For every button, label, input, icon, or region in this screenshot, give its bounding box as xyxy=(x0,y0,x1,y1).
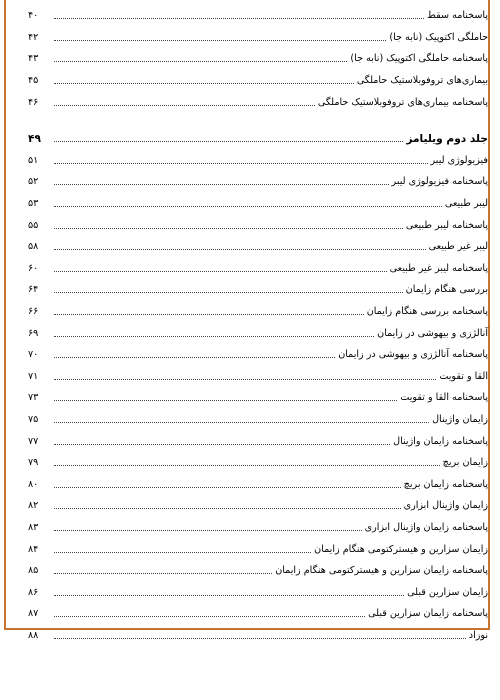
dot-leader xyxy=(54,18,424,19)
toc-group-2 xyxy=(28,150,488,647)
toc-entry-page: ۷۳ xyxy=(28,392,39,404)
dot-leader xyxy=(54,40,386,41)
dot-leader xyxy=(54,487,401,488)
dot-leader xyxy=(54,400,397,401)
dot-leader xyxy=(54,314,364,315)
toc-entry-page: ۸۳ xyxy=(28,521,39,533)
dot-leader xyxy=(54,444,390,445)
toc-entry-page: ۸۷ xyxy=(28,608,39,620)
table-of-contents xyxy=(28,5,488,646)
toc-entry-page: ۴۵ xyxy=(28,75,39,87)
toc-entry-title: پاسخنامه زایمان سزارین قبلی xyxy=(368,608,488,620)
toc-entry[interactable] xyxy=(28,70,488,92)
toc-entry[interactable] xyxy=(28,473,488,495)
dot-leader xyxy=(54,141,403,142)
toc-entry-title: لیبر طبیعی xyxy=(444,198,488,210)
toc-entry-title: پاسخنامه حاملگی اکتوپیک (نابه جا) xyxy=(350,53,488,65)
dot-leader xyxy=(54,616,365,617)
toc-entry-page: ۸۶ xyxy=(28,586,39,598)
toc-entry[interactable] xyxy=(28,560,488,582)
toc-entry-page: ۷۰ xyxy=(28,349,39,361)
toc-entry[interactable] xyxy=(28,452,488,474)
toc-entry-title: پاسخنامه القا و تقویت xyxy=(400,392,488,404)
toc-entry-title: بیماری‌های تروفوبلاستیک حاملگی xyxy=(356,75,488,87)
toc-entry[interactable] xyxy=(28,5,488,27)
toc-entry-title: پاسخنامه زایمان واژینال xyxy=(393,435,488,447)
toc-entry-page: ۷۵ xyxy=(28,413,39,425)
dot-leader xyxy=(54,206,442,207)
section-heading-title: جلد دوم ویلیامز xyxy=(406,132,488,145)
toc-entry[interactable] xyxy=(28,430,488,452)
toc-entry[interactable] xyxy=(28,581,488,603)
toc-entry-page: ۶۴ xyxy=(28,284,39,296)
toc-entry-title: پاسخنامه زایمان بریچ xyxy=(403,478,488,490)
toc-entry-page: ۵۸ xyxy=(28,241,39,253)
toc-entry[interactable] xyxy=(28,538,488,560)
dot-leader xyxy=(54,357,335,358)
toc-entry-title: زایمان بریچ xyxy=(442,457,488,469)
toc-entry[interactable] xyxy=(28,301,488,323)
toc-entry-page: ۸۲ xyxy=(28,500,39,512)
toc-entry-page: ۴۲ xyxy=(28,31,39,43)
toc-entry[interactable] xyxy=(28,279,488,301)
dot-leader xyxy=(54,105,315,106)
toc-entry[interactable] xyxy=(28,603,488,625)
section-gap xyxy=(28,113,488,128)
toc-entry-title: پاسخنامه آنالژزی و بیهوشی در زایمان xyxy=(338,349,488,361)
dot-leader xyxy=(54,530,362,531)
toc-entry-page: ۴۳ xyxy=(28,53,39,65)
toc-entry[interactable] xyxy=(28,495,488,517)
toc-entry-title: نوزاد xyxy=(468,629,488,641)
dot-leader xyxy=(54,271,387,272)
dot-leader xyxy=(54,163,428,164)
toc-entry-title: پاسخنامه لیبر طبیعی xyxy=(405,219,488,231)
dot-leader xyxy=(54,638,466,639)
toc-entry[interactable] xyxy=(28,91,488,113)
toc-entry[interactable] xyxy=(28,150,488,172)
toc-entry-page: ۷۷ xyxy=(28,435,39,447)
toc-entry[interactable] xyxy=(28,258,488,280)
toc-entry[interactable] xyxy=(28,48,488,70)
dot-leader xyxy=(54,184,389,185)
toc-entry-title: لیبر غیر طبیعی xyxy=(428,241,488,253)
toc-entry-page: ۵۳ xyxy=(28,198,39,210)
toc-entry[interactable] xyxy=(28,517,488,539)
toc-entry-title: زایمان واژینال xyxy=(432,413,488,425)
toc-entry-title: زایمان سزارین و هیسترکتومی هنگام زایمان xyxy=(314,543,488,555)
toc-entry-page: ۸۴ xyxy=(28,543,39,555)
toc-entry-title: القا و تقویت xyxy=(439,370,488,382)
toc-entry-page: ۸۵ xyxy=(28,565,39,577)
toc-entry[interactable] xyxy=(28,625,488,647)
toc-entry[interactable] xyxy=(28,214,488,236)
dot-leader xyxy=(54,552,311,553)
toc-entry-page: ۵۵ xyxy=(28,219,39,231)
toc-entry-title: پاسخنامه فیزیولوژی لیبر xyxy=(391,176,488,188)
dot-leader xyxy=(54,228,403,229)
toc-entry[interactable] xyxy=(28,366,488,388)
dot-leader xyxy=(54,61,347,62)
toc-entry-title: آنالژزی و بیهوشی در زایمان xyxy=(377,327,488,339)
toc-entry-page: ۷۱ xyxy=(28,370,39,382)
dot-leader xyxy=(54,595,404,596)
toc-entry-page: ۶۰ xyxy=(28,262,39,274)
toc-entry[interactable] xyxy=(28,322,488,344)
toc-entry-title: پاسخنامه زایمان واژینال ابزاری xyxy=(364,521,488,533)
section-heading[interactable] xyxy=(28,128,488,150)
toc-entry[interactable] xyxy=(28,409,488,431)
toc-entry-title: فیزیولوژی لیبر xyxy=(430,154,488,166)
toc-entry[interactable] xyxy=(28,27,488,49)
toc-entry-page: ۴۰ xyxy=(28,10,39,22)
toc-entry-page: ۵۲ xyxy=(28,176,39,188)
toc-entry-title: پاسخنامه لیبر غیر طبیعی xyxy=(389,262,488,274)
toc-entry-title: زایمان واژینال ابزاری xyxy=(403,500,488,512)
toc-entry[interactable] xyxy=(28,236,488,258)
toc-entry-title: حاملگی اکتوپیک (نابه جا) xyxy=(389,31,488,43)
page-frame xyxy=(4,0,490,641)
dot-leader xyxy=(54,422,429,423)
toc-entry-title: بررسی هنگام زایمان xyxy=(405,284,488,296)
toc-entry[interactable] xyxy=(28,344,488,366)
toc-entry-title: پاسخنامه سقط xyxy=(427,10,488,22)
toc-entry[interactable] xyxy=(28,193,488,215)
toc-entry-page: ۷۹ xyxy=(28,457,39,469)
toc-entry-page: ۵۱ xyxy=(28,154,39,166)
dot-leader xyxy=(54,249,426,250)
toc-entry-title: پاسخنامه بیماری‌های تروفوبلاستیک حاملگی xyxy=(317,96,488,108)
toc-entry-title: پاسخنامه بررسی هنگام زایمان xyxy=(366,306,488,318)
dot-leader xyxy=(54,83,354,84)
dot-leader xyxy=(54,465,440,466)
toc-entry[interactable] xyxy=(28,171,488,193)
dot-leader xyxy=(54,573,272,574)
dot-leader xyxy=(54,292,403,293)
toc-entry-page: ۴۶ xyxy=(28,96,39,108)
dot-leader xyxy=(54,379,436,380)
toc-entry-page: ۶۶ xyxy=(28,306,39,318)
dot-leader xyxy=(54,508,401,509)
toc-group-1 xyxy=(28,5,488,113)
toc-entry[interactable] xyxy=(28,387,488,409)
toc-entry-page: ۶۹ xyxy=(28,327,39,339)
section-heading-page: ۴۹ xyxy=(28,132,41,145)
toc-entry-title: زایمان سزارین قبلی xyxy=(407,586,488,598)
dot-leader xyxy=(54,336,374,337)
toc-entry-title: پاسخنامه زایمان سزارین و هیسترکتومی هنگام زایمان xyxy=(275,565,488,577)
toc-entry-page: ۸۰ xyxy=(28,478,39,490)
toc-entry-page: ۸۸ xyxy=(28,629,39,641)
